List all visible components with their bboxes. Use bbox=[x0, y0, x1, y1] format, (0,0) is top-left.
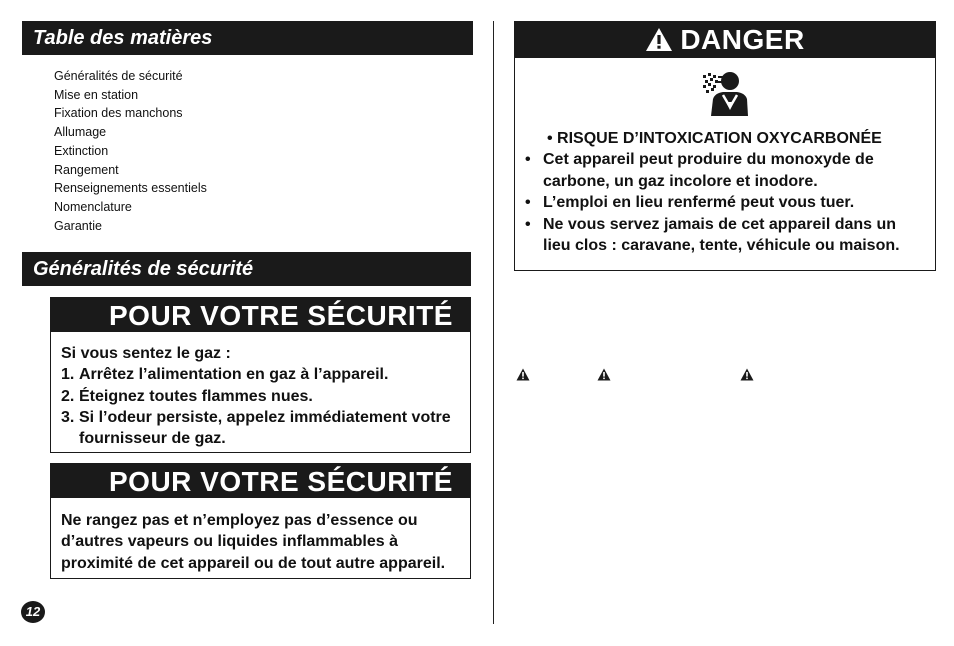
warning-body bbox=[51, 332, 470, 449]
toc-item[interactable]: Généralités de sécurité bbox=[54, 69, 183, 83]
danger-list bbox=[525, 128, 927, 256]
toc-item[interactable]: Mise en station bbox=[54, 87, 139, 102]
warning-intro: Si vous sentez le gaz : bbox=[61, 345, 231, 362]
page-number: 12 bbox=[21, 601, 45, 623]
toc-item[interactable]: Nomenclature bbox=[54, 199, 132, 214]
step-number: 2. bbox=[61, 387, 75, 405]
step-number: 3. bbox=[61, 408, 75, 426]
danger-warning-box bbox=[514, 21, 936, 271]
safety-warning-box-gas bbox=[50, 297, 471, 453]
warning-step bbox=[61, 364, 460, 385]
carbon-monoxide-hazard-icon bbox=[701, 69, 749, 117]
warning-step bbox=[61, 386, 460, 407]
toc-item[interactable]: Allumage bbox=[54, 125, 107, 140]
warning-heading: POUR VOTRE SÉCURITÉ bbox=[51, 464, 470, 498]
safety-warning-box-flammables bbox=[50, 463, 471, 579]
warning-triangle-icon bbox=[645, 27, 673, 52]
bullet-text: Ne vous servez jamais de cet appareil dans un lieu clos : caravane, tente, véhicule ou maison. bbox=[543, 215, 900, 255]
step-text: Arrêtez l’alimentation en gaz à l’appareil. bbox=[79, 366, 389, 384]
bullet-glyph: • bbox=[525, 194, 531, 212]
column-divider bbox=[493, 21, 494, 624]
toc-list bbox=[54, 67, 207, 235]
toc-item[interactable]: Garantie bbox=[54, 218, 102, 233]
toc-item[interactable]: Rangement bbox=[54, 162, 119, 177]
danger-heading-label: DANGER bbox=[680, 24, 805, 55]
warning-text: Ne rangez pas et n’employez pas d’essence ou d’autres vapeurs ou liquides inflammables à proximité de cet appareil ou de tout autre appareil. bbox=[61, 512, 446, 572]
bullet-text: L’emploi en lieu renfermé peut vous tuer. bbox=[543, 194, 855, 212]
toc-item[interactable]: Extinction bbox=[54, 143, 109, 158]
toc-title: Table des matières bbox=[22, 21, 473, 55]
warning-triangle-icon bbox=[597, 368, 611, 381]
step-text: Si l’odeur persiste, appelez immédiatement votre fournisseur de gaz. bbox=[79, 408, 451, 448]
toc-item[interactable]: Renseignements essentiels bbox=[54, 181, 207, 196]
step-text: Éteignez toutes flammes nues. bbox=[79, 387, 313, 405]
bullet-glyph: • bbox=[525, 215, 531, 233]
warning-triangle-icon bbox=[516, 368, 530, 381]
step-number: 1. bbox=[61, 366, 75, 384]
toc-item[interactable]: Fixation des manchons bbox=[54, 106, 183, 121]
warning-step bbox=[61, 407, 460, 450]
bullet-text: Cet appareil peut produire du monoxyde de carbone, un gaz incolore et inodore. bbox=[543, 151, 874, 190]
safety-section-title: Généralités de sécurité bbox=[22, 252, 471, 286]
danger-risk: • RISQUE D’INTOXICATION OXYCARBONÉE bbox=[547, 130, 882, 147]
danger-bullet-item bbox=[525, 214, 927, 257]
danger-heading bbox=[515, 22, 935, 58]
danger-bullet-item bbox=[525, 192, 927, 213]
bullet-glyph: • bbox=[525, 151, 531, 169]
warning-heading: POUR VOTRE SÉCURITÉ bbox=[51, 298, 470, 332]
danger-bullet-item bbox=[525, 149, 927, 192]
warning-triangle-icon bbox=[740, 368, 754, 381]
